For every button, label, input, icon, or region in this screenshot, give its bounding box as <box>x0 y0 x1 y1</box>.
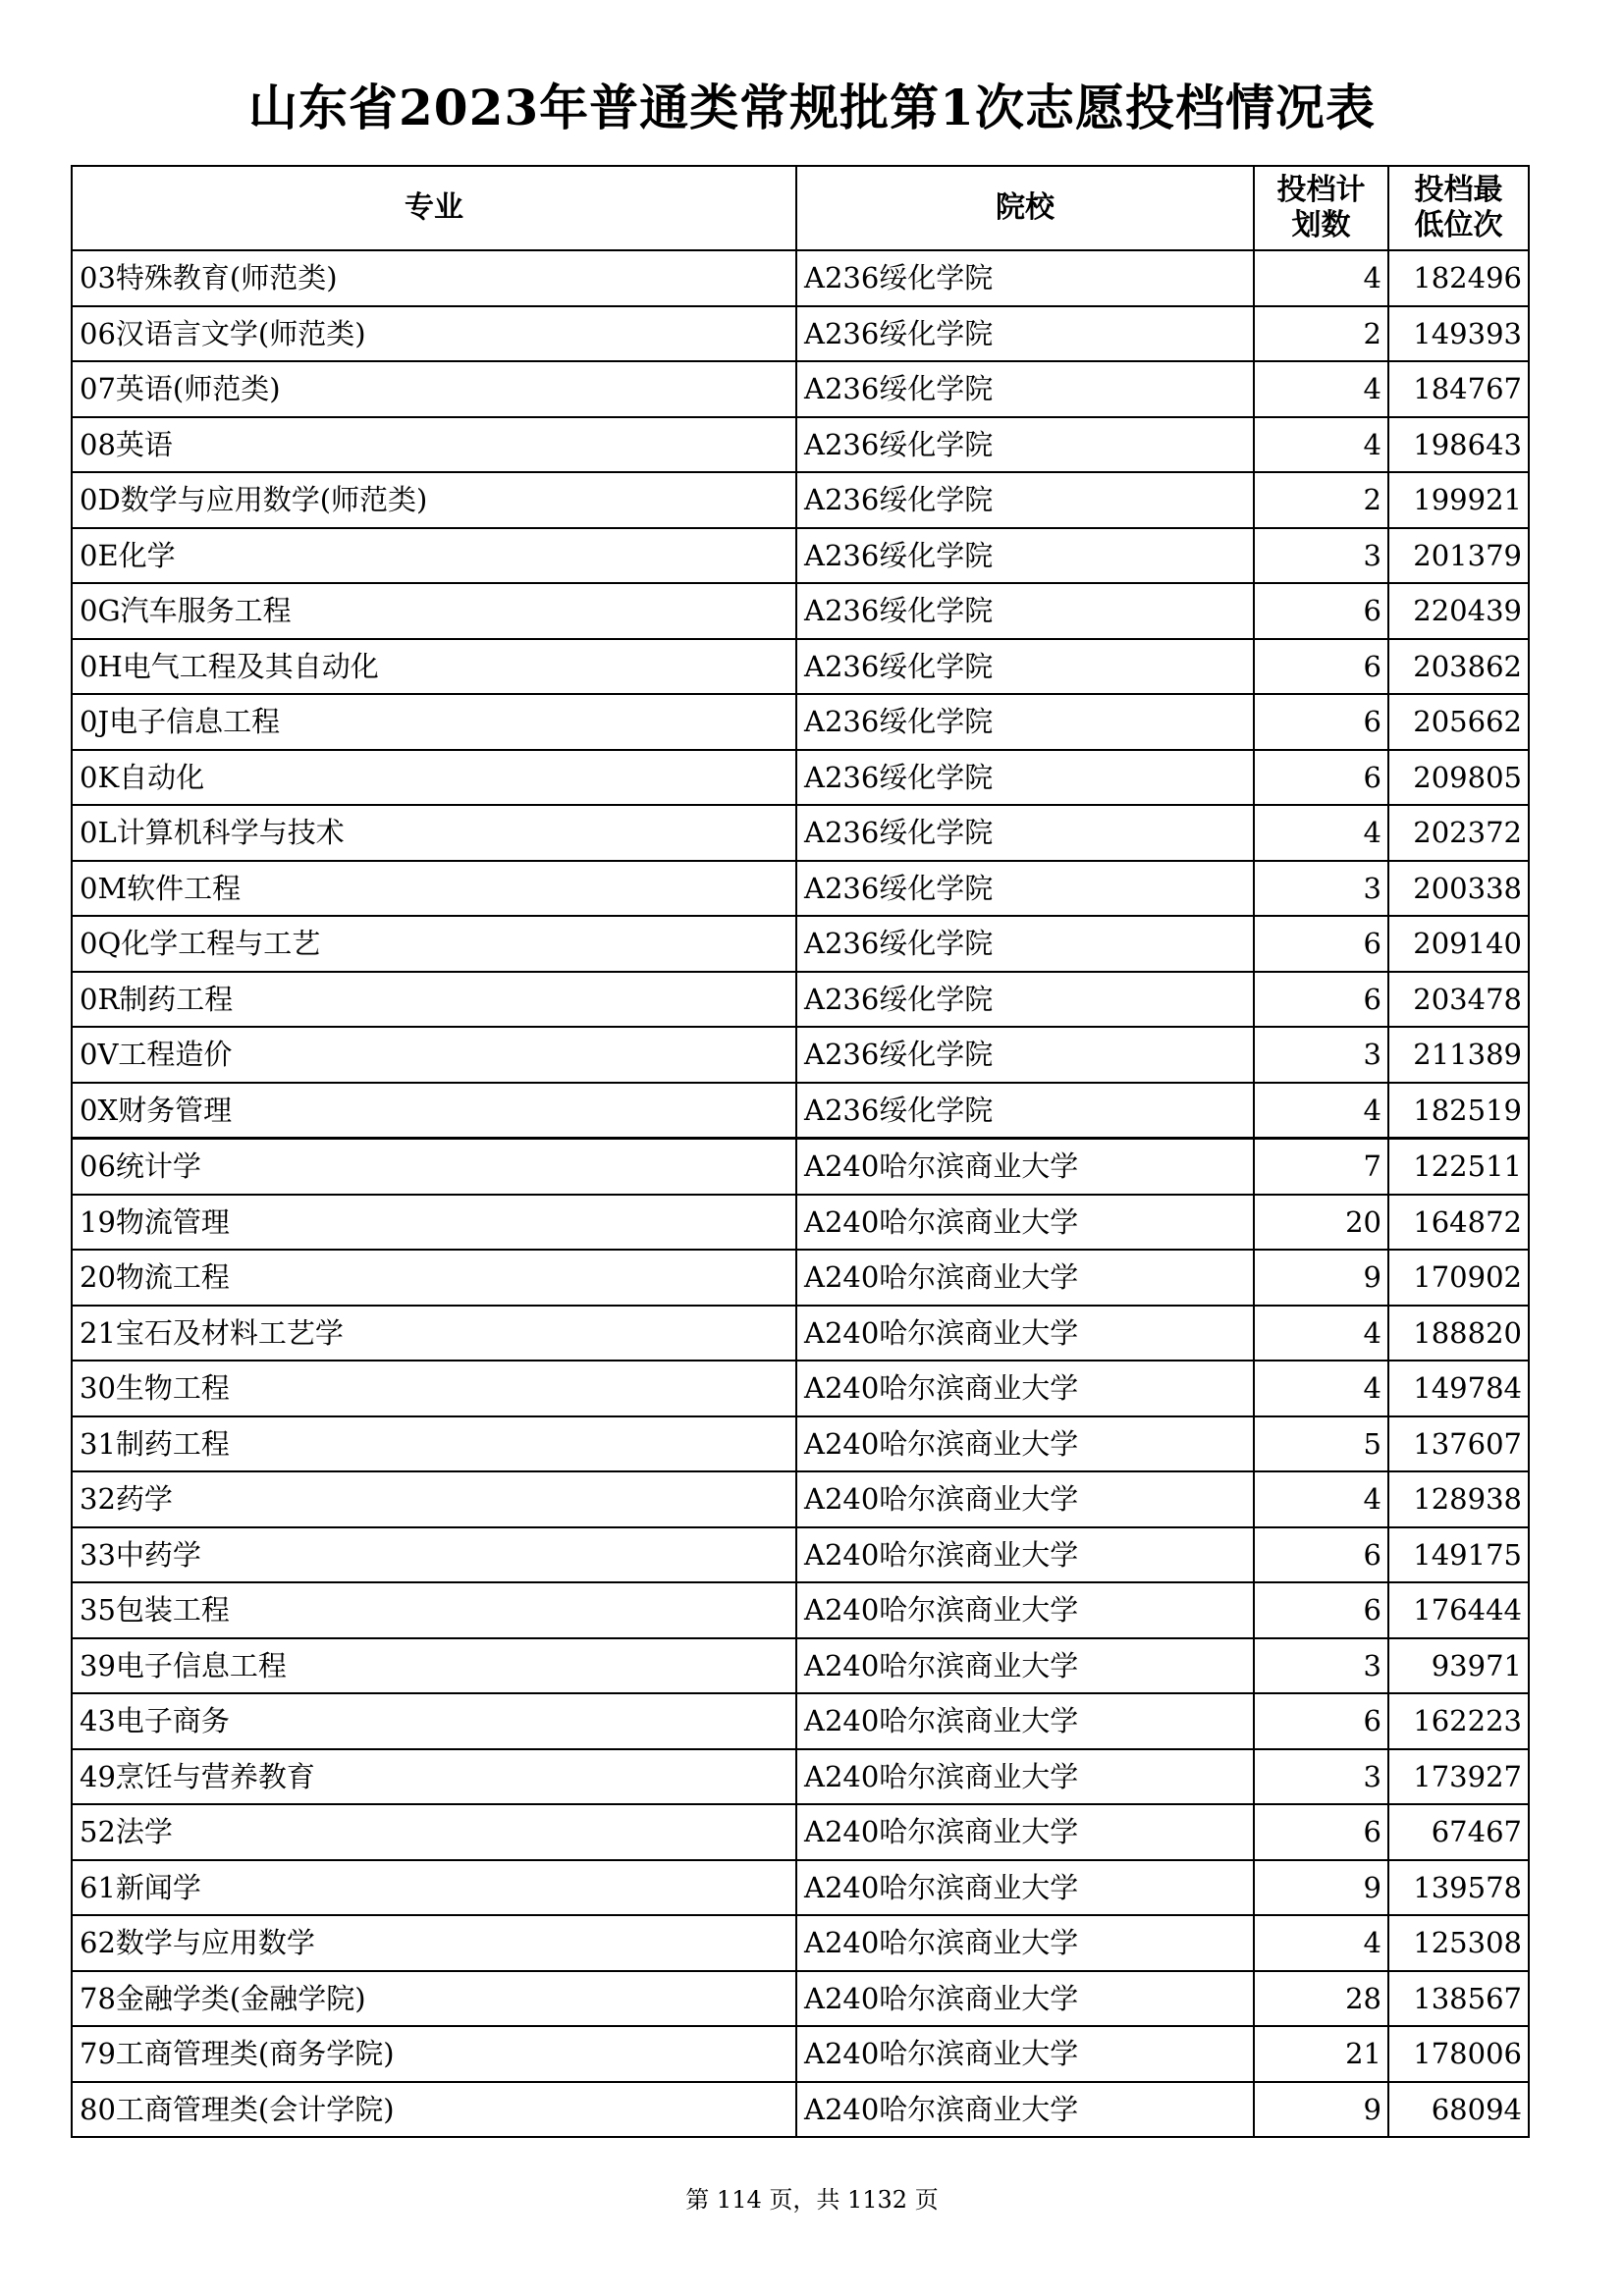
table-row <box>72 694 1529 750</box>
school-cell: A240哈尔滨商业大学 <box>796 1416 1254 1472</box>
school-cell: A240哈尔滨商业大学 <box>796 1749 1254 1805</box>
plan-count-cell: 28 <box>1254 1971 1388 2027</box>
table-row <box>72 1471 1529 1527</box>
plan-count-cell: 4 <box>1254 417 1388 473</box>
table-row <box>72 639 1529 695</box>
major-cell: 0G汽车服务工程 <box>72 583 796 639</box>
school-cell: A240哈尔滨商业大学 <box>796 1582 1254 1638</box>
major-cell: 06统计学 <box>72 1139 796 1195</box>
major-cell: 19物流管理 <box>72 1195 796 1251</box>
school-cell: A240哈尔滨商业大学 <box>796 1195 1254 1251</box>
plan-count-cell: 3 <box>1254 1027 1388 1083</box>
plan-count-cell: 6 <box>1254 750 1388 806</box>
plan-count-cell: 9 <box>1254 1860 1388 1916</box>
min-rank-cell: 199921 <box>1388 472 1529 528</box>
plan-count-cell: 3 <box>1254 528 1388 584</box>
plan-count-cell: 6 <box>1254 1582 1388 1638</box>
major-cell: 39电子信息工程 <box>72 1638 796 1694</box>
school-cell: A236绥化学院 <box>796 750 1254 806</box>
school-cell: A236绥化学院 <box>796 472 1254 528</box>
table-header <box>72 166 1529 250</box>
plan-count-cell: 4 <box>1254 361 1388 417</box>
table-row <box>72 1971 1529 2027</box>
major-cell: 78金融学类(金融学院) <box>72 1971 796 2027</box>
school-cell: A240哈尔滨商业大学 <box>796 1361 1254 1416</box>
school-cell: A240哈尔滨商业大学 <box>796 1915 1254 1971</box>
table-row <box>72 2026 1529 2082</box>
min-rank-cell: 178006 <box>1388 2026 1529 2082</box>
min-rank-cell: 205662 <box>1388 694 1529 750</box>
school-cell: A236绥化学院 <box>796 417 1254 473</box>
header-major: 专业 <box>72 166 796 250</box>
table-row <box>72 750 1529 806</box>
school-cell: A236绥化学院 <box>796 861 1254 917</box>
table-row <box>72 1195 1529 1251</box>
school-cell: A236绥化学院 <box>796 805 1254 861</box>
header-min-rank: 投档最 低位次 <box>1388 166 1529 250</box>
table-row <box>72 472 1529 528</box>
min-rank-cell: 68094 <box>1388 2082 1529 2138</box>
school-cell: A236绥化学院 <box>796 639 1254 695</box>
major-cell: 07英语(师范类) <box>72 361 796 417</box>
table-row <box>72 1361 1529 1416</box>
major-cell: 32药学 <box>72 1471 796 1527</box>
school-cell: A236绥化学院 <box>796 972 1254 1028</box>
min-rank-cell: 176444 <box>1388 1582 1529 1638</box>
major-cell: 0L计算机科学与技术 <box>72 805 796 861</box>
min-rank-cell: 173927 <box>1388 1749 1529 1805</box>
school-cell: A240哈尔滨商业大学 <box>796 1139 1254 1195</box>
major-cell: 79工商管理类(商务学院) <box>72 2026 796 2082</box>
table-row <box>72 1139 1529 1195</box>
major-cell: 20物流工程 <box>72 1250 796 1306</box>
min-rank-cell: 182519 <box>1388 1083 1529 1139</box>
school-cell: A240哈尔滨商业大学 <box>796 1527 1254 1583</box>
school-cell: A236绥化学院 <box>796 528 1254 584</box>
major-cell: 08英语 <box>72 417 796 473</box>
plan-count-cell: 3 <box>1254 1638 1388 1694</box>
plan-count-cell: 5 <box>1254 1416 1388 1472</box>
table-row <box>72 1638 1529 1694</box>
plan-count-cell: 3 <box>1254 1749 1388 1805</box>
plan-count-cell: 21 <box>1254 2026 1388 2082</box>
plan-count-cell: 4 <box>1254 1083 1388 1139</box>
plan-count-cell: 3 <box>1254 861 1388 917</box>
min-rank-cell: 128938 <box>1388 1471 1529 1527</box>
table-row <box>72 417 1529 473</box>
plan-count-cell: 4 <box>1254 1306 1388 1362</box>
plan-count-cell: 6 <box>1254 694 1388 750</box>
plan-count-cell: 9 <box>1254 2082 1388 2138</box>
major-cell: 03特殊教育(师范类) <box>72 250 796 306</box>
table-row <box>72 1804 1529 1860</box>
plan-count-cell: 6 <box>1254 1527 1388 1583</box>
school-cell: A236绥化学院 <box>796 361 1254 417</box>
min-rank-cell: 137607 <box>1388 1416 1529 1472</box>
school-cell: A236绥化学院 <box>796 306 1254 362</box>
min-rank-cell: 67467 <box>1388 1804 1529 1860</box>
major-cell: 0E化学 <box>72 528 796 584</box>
major-cell: 0V工程造价 <box>72 1027 796 1083</box>
min-rank-cell: 220439 <box>1388 583 1529 639</box>
min-rank-cell: 138567 <box>1388 1971 1529 2027</box>
school-cell: A236绥化学院 <box>796 583 1254 639</box>
major-cell: 80工商管理类(会计学院) <box>72 2082 796 2138</box>
min-rank-cell: 201379 <box>1388 528 1529 584</box>
table-row <box>72 1582 1529 1638</box>
table-row <box>72 361 1529 417</box>
table-row <box>72 306 1529 362</box>
major-cell: 0R制药工程 <box>72 972 796 1028</box>
table-row <box>72 1693 1529 1749</box>
min-rank-cell: 182496 <box>1388 250 1529 306</box>
table-row <box>72 861 1529 917</box>
min-rank-cell: 149175 <box>1388 1527 1529 1583</box>
min-rank-cell: 202372 <box>1388 805 1529 861</box>
major-cell: 43电子商务 <box>72 1693 796 1749</box>
school-cell: A236绥化学院 <box>796 250 1254 306</box>
table-row <box>72 1860 1529 1916</box>
school-cell: A240哈尔滨商业大学 <box>796 1471 1254 1527</box>
plan-count-cell: 6 <box>1254 583 1388 639</box>
header-plan-count: 投档计 划数 <box>1254 166 1388 250</box>
plan-count-cell: 6 <box>1254 1693 1388 1749</box>
major-cell: 0K自动化 <box>72 750 796 806</box>
min-rank-cell: 139578 <box>1388 1860 1529 1916</box>
major-cell: 33中药学 <box>72 1527 796 1583</box>
table-row <box>72 972 1529 1028</box>
min-rank-cell: 149784 <box>1388 1361 1529 1416</box>
school-cell: A236绥化学院 <box>796 694 1254 750</box>
min-rank-cell: 122511 <box>1388 1139 1529 1195</box>
plan-count-cell: 6 <box>1254 1804 1388 1860</box>
school-cell: A240哈尔滨商业大学 <box>796 1250 1254 1306</box>
table-row <box>72 250 1529 306</box>
major-cell: 61新闻学 <box>72 1860 796 1916</box>
plan-count-cell: 6 <box>1254 639 1388 695</box>
major-cell: 31制药工程 <box>72 1416 796 1472</box>
school-cell: A240哈尔滨商业大学 <box>796 2026 1254 2082</box>
plan-count-cell: 20 <box>1254 1195 1388 1251</box>
major-cell: 0D数学与应用数学(师范类) <box>72 472 796 528</box>
major-cell: 52法学 <box>72 1804 796 1860</box>
min-rank-cell: 184767 <box>1388 361 1529 417</box>
plan-count-cell: 4 <box>1254 1471 1388 1527</box>
header-school: 院校 <box>796 166 1254 250</box>
admission-table <box>71 165 1530 2138</box>
plan-count-cell: 2 <box>1254 306 1388 362</box>
major-cell: 0H电气工程及其自动化 <box>72 639 796 695</box>
major-cell: 0Q化学工程与工艺 <box>72 916 796 972</box>
plan-count-cell: 9 <box>1254 1250 1388 1306</box>
table-row <box>72 1083 1529 1139</box>
min-rank-cell: 125308 <box>1388 1915 1529 1971</box>
table-row <box>72 2082 1529 2138</box>
min-rank-cell: 170902 <box>1388 1250 1529 1306</box>
school-cell: A240哈尔滨商业大学 <box>796 1971 1254 2027</box>
major-cell: 0J电子信息工程 <box>72 694 796 750</box>
min-rank-cell: 188820 <box>1388 1306 1529 1362</box>
table-row <box>72 583 1529 639</box>
min-rank-cell: 162223 <box>1388 1693 1529 1749</box>
min-rank-cell: 149393 <box>1388 306 1529 362</box>
header-row <box>72 166 1529 250</box>
min-rank-cell: 211389 <box>1388 1027 1529 1083</box>
page-footer: 第 114 页，共 1132 页 <box>685 2186 939 2214</box>
table-body <box>72 250 1529 2137</box>
major-cell: 06汉语言文学(师范类) <box>72 306 796 362</box>
major-cell: 0X财务管理 <box>72 1083 796 1139</box>
major-cell: 0M软件工程 <box>72 861 796 917</box>
major-cell: 35包装工程 <box>72 1582 796 1638</box>
school-cell: A240哈尔滨商业大学 <box>796 2082 1254 2138</box>
table-row <box>72 1527 1529 1583</box>
school-cell: A236绥化学院 <box>796 1083 1254 1139</box>
plan-count-cell: 7 <box>1254 1139 1388 1195</box>
major-cell: 49烹饪与营养教育 <box>72 1749 796 1805</box>
table-row <box>72 1416 1529 1472</box>
min-rank-cell: 203478 <box>1388 972 1529 1028</box>
min-rank-cell: 209805 <box>1388 750 1529 806</box>
school-cell: A236绥化学院 <box>796 1027 1254 1083</box>
school-cell: A240哈尔滨商业大学 <box>796 1638 1254 1694</box>
plan-count-cell: 2 <box>1254 472 1388 528</box>
plan-count-cell: 4 <box>1254 250 1388 306</box>
table-row <box>72 528 1529 584</box>
major-cell: 30生物工程 <box>72 1361 796 1416</box>
plan-count-cell: 6 <box>1254 916 1388 972</box>
plan-count-cell: 4 <box>1254 1361 1388 1416</box>
min-rank-cell: 203862 <box>1388 639 1529 695</box>
min-rank-cell: 200338 <box>1388 861 1529 917</box>
plan-count-cell: 4 <box>1254 1915 1388 1971</box>
table-row <box>72 805 1529 861</box>
school-cell: A240哈尔滨商业大学 <box>796 1693 1254 1749</box>
table-row <box>72 1027 1529 1083</box>
plan-count-cell: 6 <box>1254 972 1388 1028</box>
min-rank-cell: 198643 <box>1388 417 1529 473</box>
page-title: 山东省2023年普通类常规批第1次志愿投档情况表 <box>248 79 1376 136</box>
school-cell: A240哈尔滨商业大学 <box>796 1804 1254 1860</box>
school-cell: A240哈尔滨商业大学 <box>796 1860 1254 1916</box>
table-row <box>72 1915 1529 1971</box>
min-rank-cell: 93971 <box>1388 1638 1529 1694</box>
table-row <box>72 1250 1529 1306</box>
school-cell: A240哈尔滨商业大学 <box>796 1306 1254 1362</box>
min-rank-cell: 209140 <box>1388 916 1529 972</box>
table-row <box>72 1306 1529 1362</box>
table-row <box>72 1749 1529 1805</box>
plan-count-cell: 4 <box>1254 805 1388 861</box>
school-cell: A236绥化学院 <box>796 916 1254 972</box>
table-row <box>72 916 1529 972</box>
major-cell: 62数学与应用数学 <box>72 1915 796 1971</box>
major-cell: 21宝石及材料工艺学 <box>72 1306 796 1362</box>
min-rank-cell: 164872 <box>1388 1195 1529 1251</box>
